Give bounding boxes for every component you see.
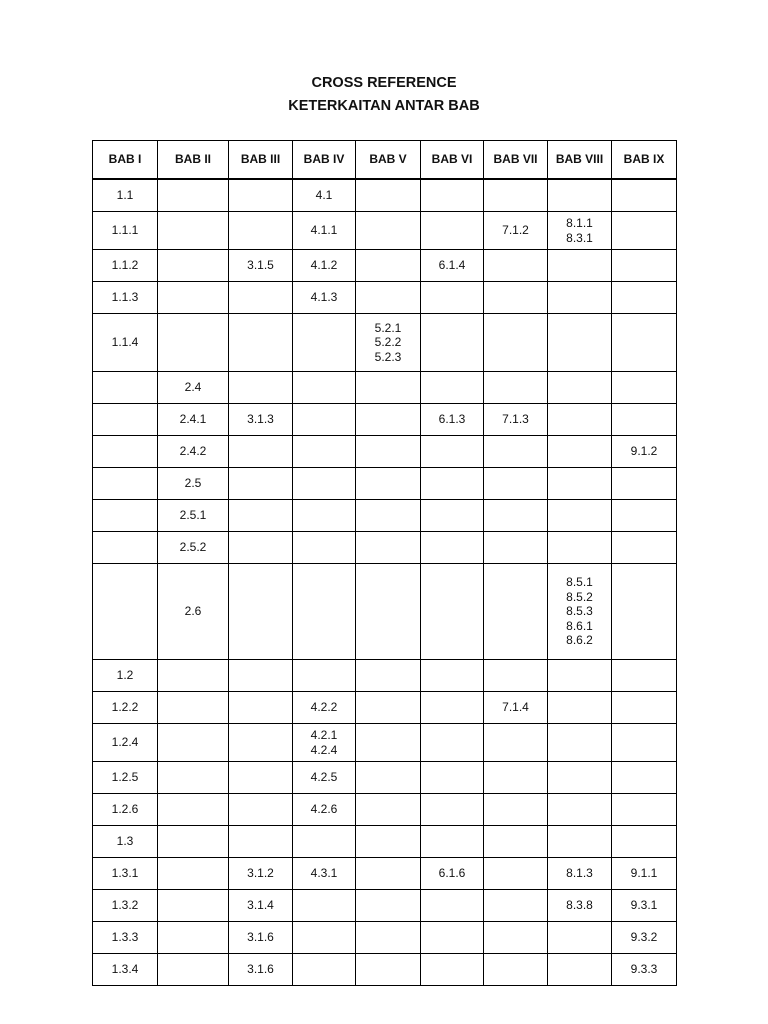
cell-reference: 4.1.2: [310, 258, 338, 273]
table-cell: [612, 954, 677, 986]
table-row: [93, 250, 677, 282]
table-cell: [612, 532, 677, 564]
table-cell: [484, 762, 548, 794]
column-header: BAB II: [158, 141, 229, 180]
cell-reference: 2.4.2: [179, 444, 207, 459]
table-cell: [548, 794, 612, 826]
table-cell: [158, 692, 229, 724]
cell-reference: 1.3.3: [111, 930, 139, 945]
cell-reference: 1.2.4: [111, 735, 139, 750]
table-cell: [293, 532, 356, 564]
table-row: [93, 858, 677, 890]
cell-reference: 3.1.2: [247, 866, 274, 881]
table-row: [93, 890, 677, 922]
table-cell: [548, 500, 612, 532]
table-cell: [293, 436, 356, 468]
cell-reference: 1.3.1: [111, 866, 139, 881]
table-row: [93, 282, 677, 314]
table-cell: [548, 890, 612, 922]
cell-reference: 7.1.2: [502, 223, 529, 238]
document-title: CROSS REFERENCE: [311, 75, 457, 91]
cell-reference: 1.1.2: [111, 258, 139, 273]
table-cell: [548, 468, 612, 500]
table-cell: [421, 564, 484, 660]
cell-reference: 8.6.1: [566, 618, 593, 633]
cell-reference: 8.5.1: [566, 575, 593, 590]
table-cell: [548, 826, 612, 858]
table-row: [93, 922, 677, 954]
cell-reference: 9.3.3: [630, 962, 658, 977]
table-cell: [158, 890, 229, 922]
table-cell: [421, 692, 484, 724]
table-cell: [293, 890, 356, 922]
table-cell: [158, 660, 229, 692]
table-cell: [293, 314, 356, 372]
cross-reference-table: [92, 140, 677, 986]
table-cell: [356, 468, 421, 500]
table-cell: [229, 922, 293, 954]
table-cell: [548, 372, 612, 404]
table-row: [93, 314, 677, 372]
table-cell: [293, 372, 356, 404]
table-cell: [484, 660, 548, 692]
table-cell: [293, 762, 356, 794]
table-cell: [293, 724, 356, 762]
table-row: [93, 212, 677, 250]
cell-reference: 2.5.2: [179, 540, 207, 555]
table-row: [93, 372, 677, 404]
table-cell: [356, 314, 421, 372]
table-cell: [484, 858, 548, 890]
cell-reference: 4.2.6: [310, 802, 338, 817]
table-cell: [484, 890, 548, 922]
table-cell: [93, 179, 158, 212]
table-cell: [158, 922, 229, 954]
table-cell: [612, 212, 677, 250]
table-cell: [93, 922, 158, 954]
table-cell: [356, 179, 421, 212]
table-cell: [293, 692, 356, 724]
table-cell: [93, 468, 158, 500]
table-row: [93, 179, 677, 212]
column-header: BAB VII: [484, 141, 548, 180]
table-cell: [612, 436, 677, 468]
table-cell: [229, 660, 293, 692]
table-cell: [158, 954, 229, 986]
table-cell: [548, 532, 612, 564]
table-cell: [229, 858, 293, 890]
table-cell: [158, 500, 229, 532]
column-header: BAB I: [93, 141, 158, 180]
table-cell: [229, 468, 293, 500]
table-cell: [612, 468, 677, 500]
table-cell: [356, 532, 421, 564]
cell-reference: 6.1.4: [438, 258, 466, 273]
table-cell: [612, 314, 677, 372]
table-cell: [421, 436, 484, 468]
table-cell: [229, 826, 293, 858]
cell-reference: 2.5: [184, 476, 202, 491]
cell-reference: 1.3: [116, 834, 134, 849]
cell-reference: 5.2.2: [374, 335, 402, 350]
table-cell: [356, 500, 421, 532]
column-header: BAB IV: [293, 141, 356, 180]
table-cell: [158, 724, 229, 762]
table-cell: [158, 404, 229, 436]
cell-reference: 3.1.5: [247, 258, 274, 273]
cell-reference: 8.5.2: [566, 589, 593, 604]
table-cell: [612, 692, 677, 724]
cell-reference: 2.6: [184, 604, 202, 619]
table-cell: [356, 282, 421, 314]
table-cell: [293, 468, 356, 500]
cell-reference: 3.1.6: [247, 930, 274, 945]
table-cell: [484, 692, 548, 724]
cell-reference: 1.3.4: [111, 962, 139, 977]
table-cell: [293, 282, 356, 314]
table-cell: [293, 858, 356, 890]
cell-reference: 8.1.1: [566, 216, 593, 230]
table-row: [93, 532, 677, 564]
table-cell: [356, 922, 421, 954]
table-cell: [229, 762, 293, 794]
table-cell: [158, 762, 229, 794]
table-cell: [356, 212, 421, 250]
cell-reference: 8.1.3: [566, 866, 593, 881]
table-cell: [484, 826, 548, 858]
table-cell: [158, 179, 229, 212]
cell-reference: 1.2.6: [111, 802, 139, 817]
table-cell: [548, 858, 612, 890]
table-cell: [612, 826, 677, 858]
table-cell: [229, 794, 293, 826]
table-cell: [93, 954, 158, 986]
table-cell: [612, 794, 677, 826]
cell-reference: 6.1.6: [438, 866, 466, 881]
table-cell: [229, 314, 293, 372]
cell-reference: 7.1.4: [502, 700, 529, 715]
table-cell: [484, 468, 548, 500]
table-cell: [93, 532, 158, 564]
table-row: [93, 468, 677, 500]
table-cell: [548, 692, 612, 724]
table-cell: [548, 564, 612, 660]
table-cell: [356, 372, 421, 404]
table-cell: [421, 468, 484, 500]
table-cell: [612, 660, 677, 692]
table-cell: [293, 500, 356, 532]
cell-reference: 1.1.3: [111, 290, 139, 305]
header-row: [93, 141, 677, 180]
column-header: BAB IX: [612, 141, 677, 180]
table-cell: [421, 826, 484, 858]
table-cell: [548, 179, 612, 212]
table-cell: [93, 794, 158, 826]
table-cell: [356, 250, 421, 282]
table-cell: [293, 212, 356, 250]
table-cell: [612, 922, 677, 954]
table-cell: [229, 500, 293, 532]
table-cell: [484, 282, 548, 314]
table-cell: [93, 314, 158, 372]
table-cell: [158, 436, 229, 468]
table-cell: [356, 692, 421, 724]
table-cell: [421, 372, 484, 404]
cell-reference: 5.2.3: [374, 349, 402, 364]
table-cell: [356, 404, 421, 436]
column-header: BAB VI: [421, 141, 484, 180]
cell-reference: 9.3.1: [630, 898, 658, 913]
table-cell: [229, 404, 293, 436]
table-cell: [548, 954, 612, 986]
table-row: [93, 724, 677, 762]
table-cell: [293, 794, 356, 826]
table-cell: [293, 404, 356, 436]
table-cell: [93, 890, 158, 922]
table-cell: [421, 890, 484, 922]
cell-reference: 4.2.2: [310, 700, 338, 715]
table-cell: [229, 954, 293, 986]
table-cell: [93, 250, 158, 282]
table-cell: [548, 404, 612, 436]
table-cell: [93, 436, 158, 468]
cell-reference: 8.3.8: [566, 898, 593, 913]
cell-reference: 8.3.1: [566, 230, 593, 245]
cell-reference: 4.2.1: [310, 728, 338, 742]
cell-reference: 8.5.3: [566, 604, 593, 619]
table-cell: [421, 250, 484, 282]
table-cell: [93, 858, 158, 890]
table-cell: [93, 404, 158, 436]
cell-reference: 1.1.1: [111, 223, 139, 238]
cell-reference: 3.1.4: [247, 898, 274, 913]
table-cell: [356, 724, 421, 762]
table-cell: [612, 564, 677, 660]
table-cell: [421, 179, 484, 212]
cell-reference: 2.4: [184, 380, 202, 395]
table-cell: [612, 890, 677, 922]
table-cell: [484, 404, 548, 436]
table-cell: [484, 372, 548, 404]
table-row: [93, 404, 677, 436]
table-cell: [293, 922, 356, 954]
table-cell: [293, 179, 356, 212]
table-cell: [421, 762, 484, 794]
table-cell: [421, 660, 484, 692]
cell-reference: 1.2: [116, 668, 134, 683]
table-row: [93, 660, 677, 692]
cell-reference: 4.3.1: [310, 866, 338, 881]
table-cell: [548, 724, 612, 762]
table-cell: [612, 282, 677, 314]
table-cell: [158, 826, 229, 858]
table-cell: [484, 954, 548, 986]
table-row: [93, 436, 677, 468]
table-cell: [421, 858, 484, 890]
table-cell: [421, 314, 484, 372]
table-cell: [158, 468, 229, 500]
table-cell: [93, 692, 158, 724]
table-cell: [229, 532, 293, 564]
cell-reference: 4.2.5: [310, 770, 338, 785]
table-cell: [356, 890, 421, 922]
table-cell: [293, 954, 356, 986]
table-cell: [93, 212, 158, 250]
table-row: [93, 564, 677, 660]
table-cell: [229, 436, 293, 468]
table-cell: [93, 372, 158, 404]
cell-reference: 4.1.1: [310, 223, 338, 238]
table-cell: [484, 532, 548, 564]
table-cell: [158, 858, 229, 890]
table-body: [93, 179, 677, 986]
table-cell: [421, 922, 484, 954]
table-cell: [548, 922, 612, 954]
document-subtitle: KETERKAITAN ANTAR BAB: [288, 98, 480, 114]
table-cell: [612, 858, 677, 890]
table-cell: [484, 564, 548, 660]
table-row: [93, 762, 677, 794]
cell-reference: 2.5.1: [179, 508, 207, 523]
table-cell: [548, 212, 612, 250]
table-cell: [612, 500, 677, 532]
column-header: BAB V: [356, 141, 421, 180]
table-cell: [421, 724, 484, 762]
cell-reference: 4.1.3: [310, 290, 338, 305]
table-cell: [158, 794, 229, 826]
table-cell: [548, 436, 612, 468]
table-cell: [612, 762, 677, 794]
table-cell: [484, 724, 548, 762]
column-header: BAB III: [229, 141, 293, 180]
table-cell: [421, 500, 484, 532]
cell-reference: 7.1.3: [502, 412, 529, 427]
cell-reference: 8.6.2: [566, 633, 593, 648]
table-row: [93, 954, 677, 986]
cell-reference: 9.1.1: [630, 866, 658, 881]
table-cell: [229, 692, 293, 724]
table-cell: [356, 660, 421, 692]
cell-reference: 6.1.3: [438, 412, 466, 427]
title-block: [0, 72, 768, 118]
cell-reference: 9.1.2: [630, 444, 658, 459]
cell-reference: 1.1.4: [111, 335, 139, 350]
table-cell: [158, 314, 229, 372]
table-cell: [548, 762, 612, 794]
table-cell: [421, 212, 484, 250]
table-cell: [356, 436, 421, 468]
table-cell: [293, 564, 356, 660]
table-cell: [421, 404, 484, 436]
table-cell: [356, 794, 421, 826]
table-cell: [421, 954, 484, 986]
table-cell: [93, 660, 158, 692]
cell-reference: 3.1.3: [247, 412, 274, 427]
cell-reference: 1.2.5: [111, 770, 139, 785]
table-cell: [93, 564, 158, 660]
table-cell: [612, 250, 677, 282]
cell-reference: 1.3.2: [111, 898, 139, 913]
table-cell: [421, 282, 484, 314]
table-cell: [229, 212, 293, 250]
table-row: [93, 826, 677, 858]
table-cell: [356, 858, 421, 890]
table-cell: [356, 762, 421, 794]
table-cell: [158, 282, 229, 314]
table-cell: [93, 762, 158, 794]
table-cell: [229, 724, 293, 762]
table-cell: [229, 282, 293, 314]
table-cell: [229, 890, 293, 922]
table-cell: [229, 564, 293, 660]
table-cell: [158, 532, 229, 564]
table-cell: [93, 282, 158, 314]
table-cell: [484, 794, 548, 826]
table-cell: [229, 179, 293, 212]
table-cell: [421, 794, 484, 826]
table-cell: [356, 826, 421, 858]
table-cell: [612, 404, 677, 436]
cell-reference: 2.4.1: [179, 412, 207, 427]
table-cell: [229, 250, 293, 282]
table-cell: [93, 826, 158, 858]
table-cell: [548, 314, 612, 372]
table-cell: [356, 564, 421, 660]
table-cell: [484, 314, 548, 372]
table-row: [93, 692, 677, 724]
table-cell: [612, 179, 677, 212]
table-cell: [484, 179, 548, 212]
table-cell: [484, 250, 548, 282]
cell-reference: 9.3.2: [630, 930, 658, 945]
cell-reference: 5.2.1: [374, 320, 402, 335]
table-cell: [548, 660, 612, 692]
table-cell: [293, 826, 356, 858]
table-cell: [421, 532, 484, 564]
table-cell: [158, 372, 229, 404]
table-cell: [93, 724, 158, 762]
cell-reference: 1.2.2: [111, 700, 139, 715]
table-cell: [612, 372, 677, 404]
table-cell: [548, 250, 612, 282]
table-cell: [548, 282, 612, 314]
table-row: [93, 500, 677, 532]
table-cell: [293, 250, 356, 282]
table-cell: [484, 922, 548, 954]
table-cell: [158, 212, 229, 250]
table-cell: [612, 724, 677, 762]
table-cell: [484, 212, 548, 250]
cell-reference: 1.1: [116, 188, 134, 203]
cell-reference: 4.1: [315, 188, 333, 203]
table-cell: [293, 660, 356, 692]
table-cell: [484, 436, 548, 468]
cell-reference: 3.1.6: [247, 962, 274, 977]
table-cell: [93, 500, 158, 532]
table-row: [93, 794, 677, 826]
table-cell: [158, 564, 229, 660]
column-header: BAB VIII: [548, 141, 612, 180]
cell-reference: 4.2.4: [310, 742, 338, 757]
table-cell: [484, 500, 548, 532]
table-cell: [158, 250, 229, 282]
table-cell: [229, 372, 293, 404]
table-cell: [356, 954, 421, 986]
